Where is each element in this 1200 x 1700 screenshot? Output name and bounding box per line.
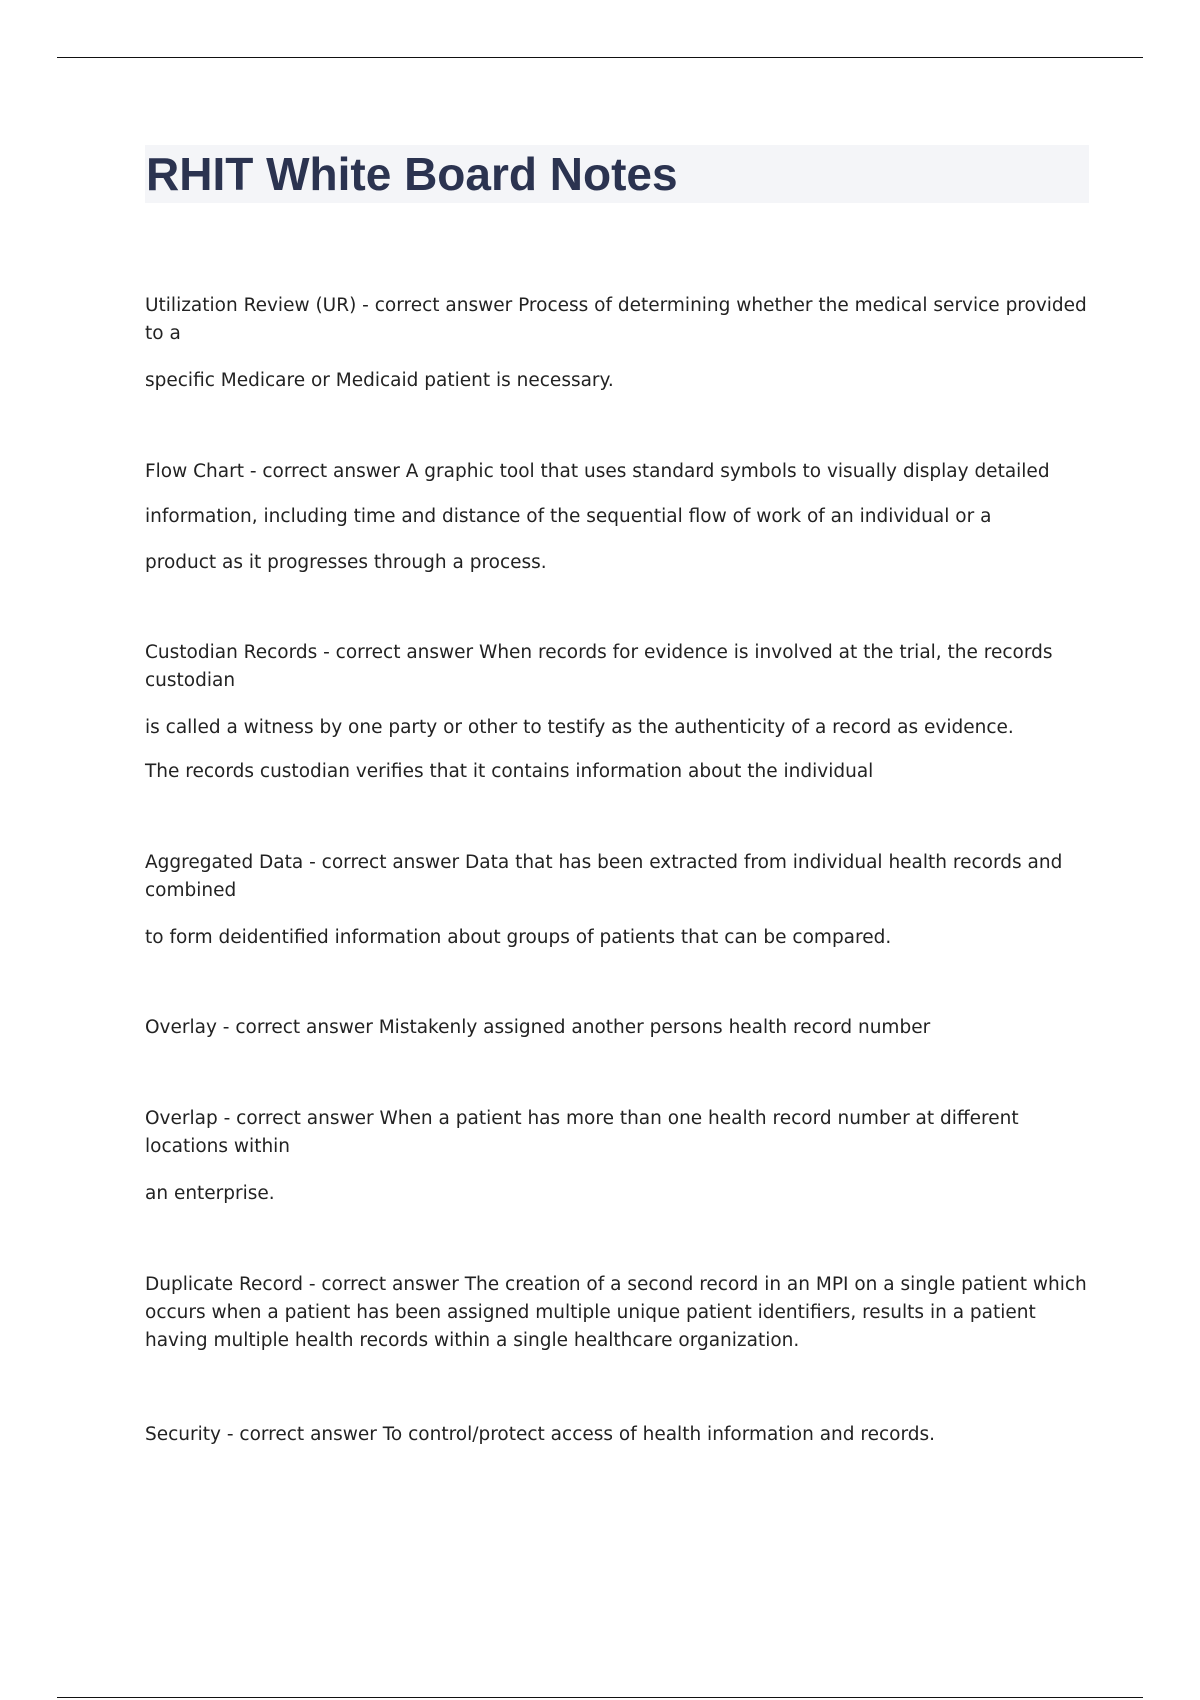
note-line: specific Medicare or Medicaid patient is necessary.	[145, 370, 614, 391]
note-line: Utilization Review (UR) - correct answer Process of determining whether the medical service provided to a	[145, 295, 1093, 344]
note-line: is called a witness by one party or other to testify as the authenticity of a record as evidence.	[145, 717, 1014, 738]
bottom-rule	[57, 1697, 1143, 1698]
note-line: information, including time and distance of the sequential flow of work of an individual or a	[145, 506, 992, 527]
note-line: to form deidentified information about groups of patients that can be compared.	[145, 927, 892, 948]
top-rule	[57, 57, 1143, 58]
note-line: Overlap - correct answer When a patient has more than one health record number at different locations within	[145, 1108, 1025, 1157]
note-line: Custodian Records - correct answer When records for evidence is involved at the trial, the records custodian	[145, 642, 1059, 691]
note-line: Overlay - correct answer Mistakenly assigned another persons health record number	[145, 1017, 931, 1038]
note-line: an enterprise.	[145, 1183, 275, 1204]
page-title: RHIT White Board Notes	[146, 148, 678, 200]
note-line: Duplicate Record - correct answer The creation of a second record in an MPI on a single patient which occurs when a patient has been assigned multiple unique patient identifiers, results in a patient having multiple health records within a single healthcare organization.	[145, 1274, 1093, 1351]
note-line: Flow Chart - correct answer A graphic tool that uses standard symbols to visually display detailed	[145, 461, 1050, 482]
note-line: Aggregated Data - correct answer Data that has been extracted from individual health records and combined	[145, 852, 1069, 901]
note-line: product as it progresses through a process.	[145, 552, 547, 573]
note-line: Security - correct answer To control/protect access of health information and records.	[145, 1424, 936, 1445]
note-line: The records custodian verifies that it contains information about the individual	[145, 761, 874, 782]
